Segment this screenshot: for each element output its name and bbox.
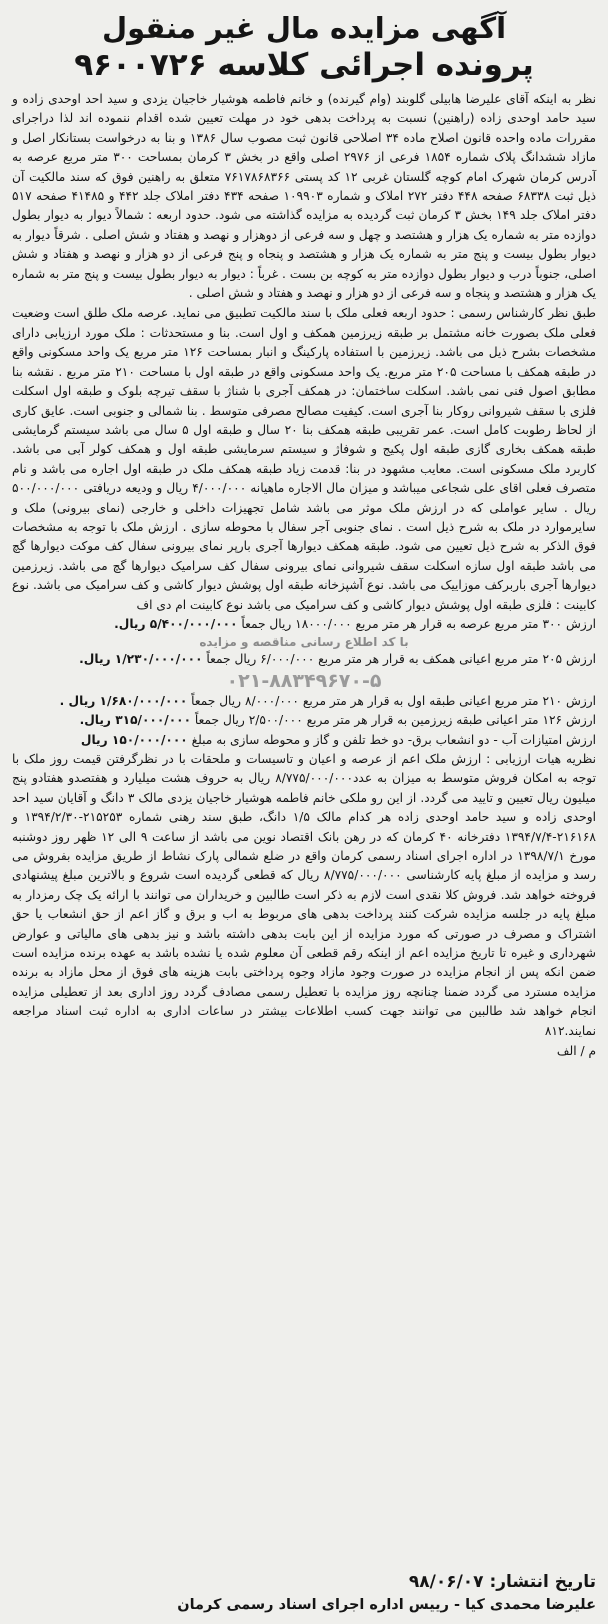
- case-number-title: پرونده اجرائی کلاسه ۹۶۰۰۷۲۶: [74, 47, 534, 83]
- valuation-item: [12, 650, 596, 669]
- valuation-label: ارزش ۲۱۰ متر مربع اعیانی طبقه اول به قرار هر متر مربع ۸/۰۰۰/۰۰۰ ریال جمعاً: [191, 693, 596, 708]
- notice-footer: [12, 1568, 596, 1616]
- conclusion-paragraph: نظریه هیات ارزیابی : ارزش ملک اعم از عرصه و اعیان و تاسیسات و ملحقات با در نظرگرفتن قیمت روز ملک با توجه به امکان فروش متوسط به میزان به عدد۸/۷۷۵/۰۰۰/۰۰۰ ریال به حروف هشت میلیارد و هفتصدو هفتادو پنج میلیون ریال تعیین و تایید می گردد. از این رو ملکی خانم فاطمه هوشیار خاجیان یزدی مالک ۳ دانگ و آقایان سید احد اوحدی زاده و سید حامد اوحدی زاده هر کدام مالک ۱/۵ دانگ، طبق سند رهنی شماره ۲۱۵۲۵۳-۱۳۹۴/۲/۳۰ و ۲۱۶۱۶۸-۱۳۹۴/۷/۴ دفترخانه ۴۰ کرمان که در رهن بانک اقتصاد نوین می باشد از ساعت ۹ الی ۱۲ ظهر روز دوشنبه مورخ ۱۳۹۸/۷/۱ در اداره اجرای اسناد رسمی کرمان واقع در ضلع شمالی پارک نشاط از طریق مزایده بفروش می رسد و مزایده از مبلغ پایه کارشناسی ۸/۷۷۵/۰۰۰/۰۰۰ ریال که قطعی گردیده است شروع و بالاترین مبلغ پیشنهادی فروخته خواهد شد. فروش کلا نقدی است لازم به ذکر است طالبین و خریداران می توانند با ارائه یک چک رمزدار به مبلغ پایه در جلسه مزایده شرکت کنند پرداخت بدهی های مربوط به اب و برق و گاز اعم از حق انشعاب یا حق اشتراک و مصرف در صورتی که مورد مزایده از این بابت بدهی داشته باشد و نیز بدهی های مالیاتی و عوارض شهرداری و غیره تا تاریخ مزایده اعم از اینکه رقم قطعی آن معلوم شده یا نشده باشد به عهده برنده مزایده است ضمن انکه پس از انجام مزایده در صورت وجود مازاد وجوه پرداختی بابت هزینه های فوق از محل مازاد به برنده مزایده مسترد می گردد ضمنا چنانچه روز مزایده با تعطیل رسمی مصادف گردد روز اداری بعد از تعطیلی مزایده انجام خواهد شد طالبین می توانند جهت کسب اطلاعات بیشتر در ساعات اداری به اداره ثبت اسناد مراجعه نمایند.۸۱۲: [12, 752, 597, 1038]
- valuation-item: [12, 731, 596, 750]
- watermark-phone: ۰۲۱-۸۸۳۴۹۶۷۰-۵: [226, 669, 382, 692]
- valuation-amount: ۱/۶۸۰/۰۰۰/۰۰۰ ریال .: [59, 693, 188, 708]
- valuation-item: [12, 615, 596, 634]
- valuation-item: [12, 692, 596, 711]
- valuation-amount: ۱/۲۳۰/۰۰۰/۰۰۰ ریال.: [79, 652, 203, 667]
- publication-date: تاریخ انتشار: ۹۸/۰۶/۰۷: [408, 1572, 596, 1592]
- valuation-amount: ۱۵۰/۰۰۰/۰۰۰ ریال: [80, 732, 188, 747]
- intro-paragraph: نظر به اینکه آقای علیرضا هابیلی گلوبند (وام گیرنده) و خانم فاطمه هوشیار خاجیان یزدی و سید احد اوحدی زاده و سید حامد اوحدی زاده (راهنین) نسبت به پرداخت بدهی خود در مهلت تعیین شده اقدام ننموده اند لذا دراجرای مقررات ماده واحده قانون اصلاح ماده ۳۴ اصلاحی قانون ثبت مصوب سال ۱۳۸۶ و بنا به درخواست بستانکار اصل و مازاد ششدانگ پلاک شماره ۱۸۵۴ فرعی از ۲۹۷۶ اصلی واقع در بخش ۳ کرمان بمساحت ۳۰۰ متر مربع عرصه به آدرس کرمان شهرک امام کوچه گلستان غربی ۱۲ کد پستی ۷۶۱۷۸۶۸۳۶۶ متعلق به راهنین فوق که سند مالکیت آن ذیل ثبت ۶۸۳۳۸ صفحه ۴۴۸ دفتر ۲۷۲ املاک و شماره ۱۰۹۹۰۳ صفحه ۴۳۴ دفتر املاک جلد ۴۴۲ و ۴۱۴۸۵ صفحه ۵۱۷ دفتر املاک جلد ۱۴۹ بخش ۳ کرمان ثبت گردیده به مزایده گذاشته می شود. حدود اربعه : شمالاً دیوار به دیوار بطول دوازده متر به شماره یک هزار و هشتصد و چهل و سه فرعی از دوهزار و نهصد و هفتاد و شش اصلی . شرقاً دیوار به دیوار بطول بیست و پنج متر به شماره یک هزار و هشتصد و پنجاه و پنج فرعی از دو هزار و نهصد و هفتاد و شش اصلی، جنوباً درب و دیوار بطول دوازده متر به کوچه بن بست . غرباً : دیوار به دیوار بطول بیست و پنج متر به شماره یک هزار و هشتصد و پنجاه و سه فرعی از دو هزار و نهصد و هفتاد و شش اصلی .: [12, 92, 597, 301]
- valuation-label: ارزش ۱۲۶ متر اعیانی طبقه زیرزمین به قرار هر متر مربع ۲/۵۰۰/۰۰۰ ریال جمعاً: [194, 713, 596, 728]
- valuation-amount: ۵/۴۰۰/۰۰۰/۰۰۰ ریال.: [114, 616, 238, 631]
- notice-code: م / الف: [556, 1044, 596, 1059]
- valuation-label: ارزش ۳۰۰ متر مربع عرصه به قرار هر متر مربع ۱۸۰۰۰/۰۰۰ ریال جمعاً: [241, 616, 596, 631]
- valuation-list: [12, 615, 596, 750]
- valuation-amount: ۳۱۵/۰۰۰/۰۰۰ ریال.: [79, 713, 192, 728]
- valuation-item: [12, 711, 596, 730]
- notice-title: آگهی مزایده مال غیر منقول: [101, 11, 507, 45]
- valuation-label: ارزش امتیازات آب - دو انشعاب برق- دو خط تلفن و گاز و محوطه سازی به مبلغ: [191, 732, 596, 747]
- valuation-label: ارزش ۲۰۵ متر مربع اعیانی همکف به قرار هر متر مربع ۶/۰۰۰/۰۰۰ ریال جمعاً: [206, 652, 596, 667]
- signature-line: علیرضا محمدی کیا - رییس اداره اجرای اسناد رسمی کرمان: [177, 1597, 596, 1613]
- expert-opinion-paragraph: طبق نظر کارشناس رسمی : حدود اربعه فعلی ملک با سند مالکیت تطبیق می نماید. عرصه ملک طلق است وضعیت فعلی ملک بصورت خانه مشتمل بر طبقه زیرزمین همکف و اول است. بنا و مستحدثات : ملک مورد ارزیابی دارای مشخصات بشرح ذیل می باشد. زیرزمین با استفاده پارکینگ و انبار بمساحت ۱۲۶ متر مربع یک واحد مسکونی واقع در طبقه همکف با مساحت ۲۰۵ متر مربع. یک واحد مسکونی واقع در طبقه اول با مساحت ۲۱۰ متر مربع . نقشه بنا مطابق اصول فنی نمی باشد. اسکلت ساختمان: در همکف آجری با شناژ با سقف تیرچه بلوک و طبقه اول اسکلت فلزی با سقف شیروانی روکار بنا آجری است. کیفیت مصالح مصرفی متوسط . بنا شمالی و جنوبی است. عایق کاری از لحاظ رطوبت کامل است. عمر تقریبی طبقه همکف بنا ۲۰ سال و طبقه اول ۵ سال می باشد سیستم گرمایشی طبقه همکف بخاری گازی طبقه اول پکیج و شوفاژ و سیستم سرمایشی طبقه اول و همکف کولر آبی می باشد. کاربرد ملک مسکونی است. معایب مشهود در بنا: قدمت زیاد طبقه همکف ملک در طبقه اول اجاره می باشد و نام متصرف فعلی اقای علی شجاعی میباشد و میزان مال الاجاره ماهیانه ۴/۰۰۰/۰۰۰ ریال و ودیعه دریافتی ۵۰۰/۰۰۰/۰۰۰ ریال . سایر عواملی که در ارزش ملک موثر می باشد شامل تجهیزات داخلی و خارجی (نمای بیرونی) ملک و سایرموارد در ملک به شرح ذیل است . نمای جنوبی آجر سفال با محوطه سازی . ارزش ملک با توجه به مشخصات فوق الذکر به شرح ذیل تعیین می شود. طبقه همکف دیوارها آجری بارپر نمای بیرونی سفال کف موکت دیوارها گچ می باشد طبقه اول سازه اسکلت سقف شیروانی نمای بیرونی سفال کف سرامیک دیوارها گچ می باشد. زیرزمین دیوارها آجری باربرکف موزاییک می باشد. نوع آشپزخانه طبقه اول پوشش دیوار کاشی و کف سرامیک می باشد. نوع کابینت : فلزی طبقه اول پوشش دیوار کاشی و کف سرامیک می باشد نوع کابینت ام دی اف: [12, 306, 597, 612]
- watermark-text: با کد اطلاع رسانی مناقصه و مزایده: [199, 635, 409, 650]
